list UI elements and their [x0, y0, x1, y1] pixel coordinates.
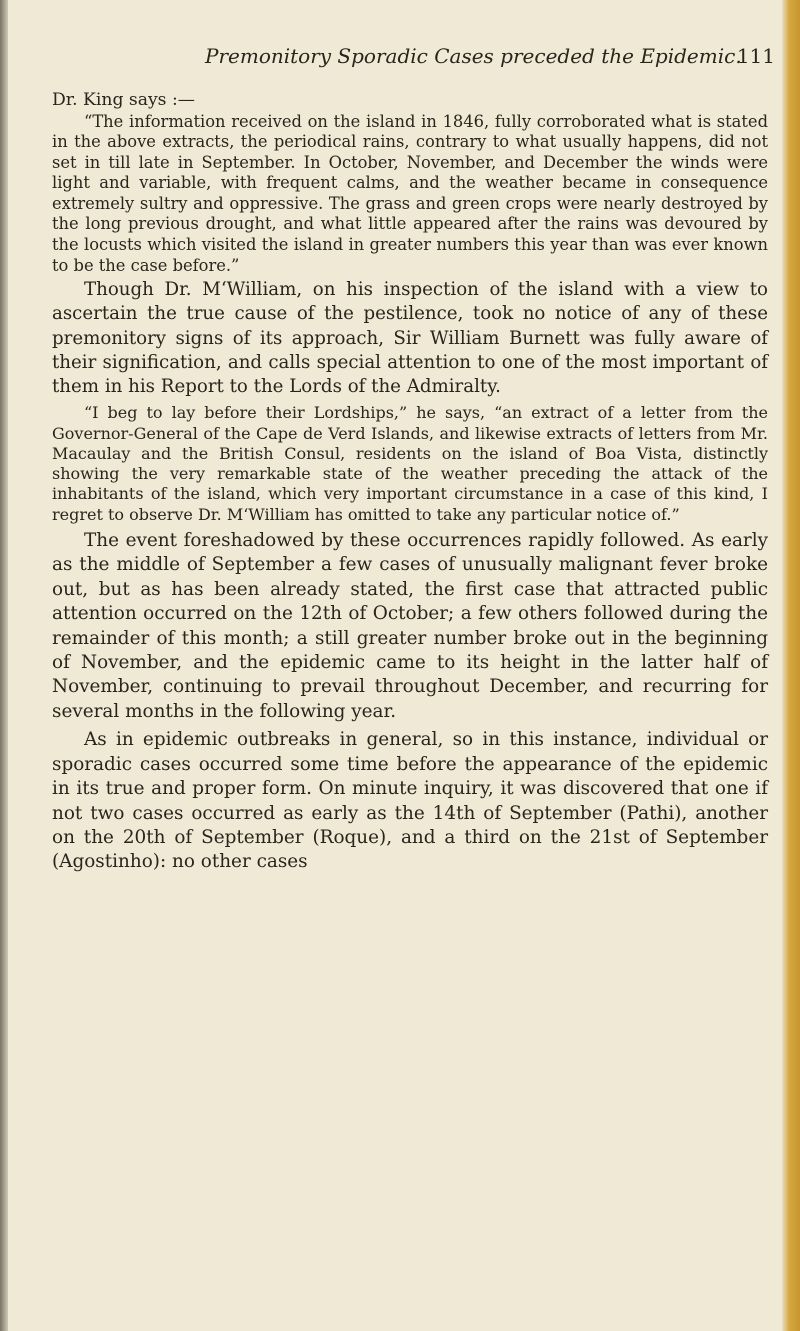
paragraph-intro: Dr. King says :— [52, 90, 195, 110]
paragraph-quote-king: “The information received on the island in 1846, fully corroborated what is stated in the above extracts, the periodical rains, contrary to what usually happens, did not set in till late in September. In October, November, and December the winds were light and variable, with frequent calms, and the weather became in consequence extremely sultry and oppressive. The grass and green crops were nearly destroyed by the long previous drought, and what little appeared after the rains was devoured by the locusts which visited the island in greater numbers this year than was ever known to be the case before.” [52, 111, 768, 275]
page-number: 111 [736, 44, 775, 68]
running-header [205, 44, 775, 74]
paragraph-mcwilliam: Though Dr. M‘William, on his inspection of the island with a view to ascertain the true cause of the pestilence, took no notice of any of these premonitory signs of its approach, Sir William Burnett was fully aware of their signification, and calls special attention to one of the most important of them in his Report to the Lords of the Admiralty. [52, 279, 768, 398]
page-body [52, 90, 768, 875]
running-title: Premonitory Sporadic Cases preceded the Epidemic. [205, 44, 742, 68]
paragraph-sporadic-cases: As in epidemic outbreaks in general, so in this instance, individual or sporadic cases occurred some time before the appearance of the epidemic in its true and proper form. On minute inquiry, it was discovered that one if not two cases occurred as early as the 14th of September (Pathi), another on the 20th of September (Roque), and a third on the 21st of September (Agostinho): no other cases [52, 729, 768, 873]
paragraph-quote-burnett: “I beg to lay before their Lordships,” he says, “an extract of a letter from the Governor-General of the Cape de Verd Islands, and likewise extracts of letters from Mr. Macaulay and the British Consul, residents on the island of Boa Vista, distinctly showing the very remarkable state of the weather preceding the attack of the inhabitants of the island, which very important circumstance in a case of this kind, I regret to observe Dr. M‘William has omitted to take any particular notice of.” [52, 403, 768, 524]
paragraph-outbreak: The event foreshadowed by these occurrences rapidly followed. As early as the middle of September a few cases of unusually malignant fever broke out, but as has been already stated, the first case that attracted public attention occurred on the 12th of October; a few others followed during the remainder of this month; a still greater number broke out in the beginning of November, and the epidemic came to its height in the latter half of November, continuing to prevail throughout December, and recurring for several months in the following year. [52, 530, 768, 722]
page-edge [782, 0, 800, 1331]
page-gutter-shadow [0, 0, 8, 1331]
